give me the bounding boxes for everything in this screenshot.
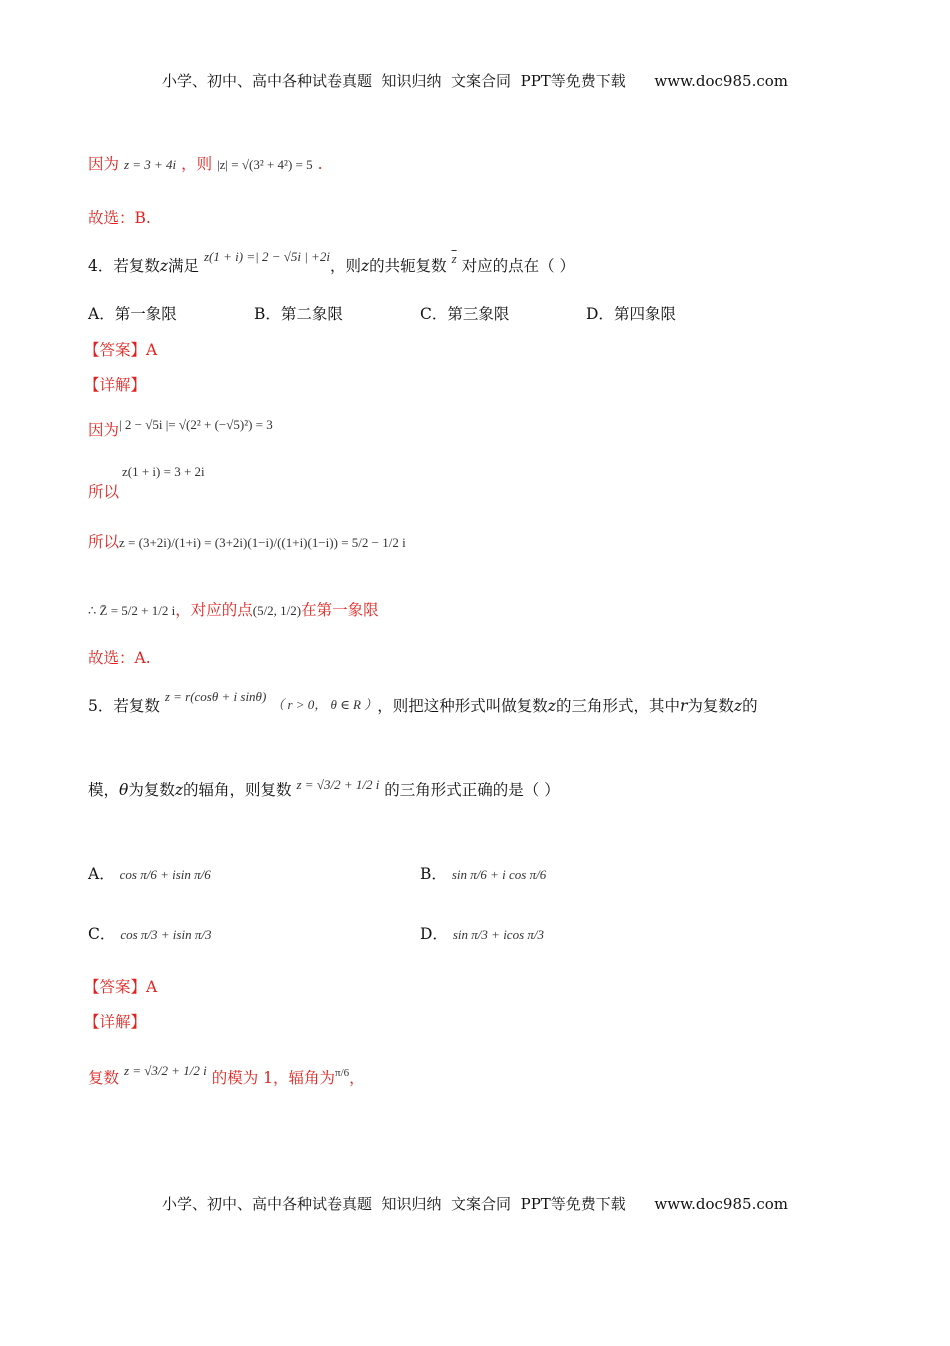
prev-because: 因为 (88, 155, 120, 173)
q5-given-number: z = √3/2 + 1/2 i (296, 777, 380, 792)
q5-sol-angle: π/6 (335, 1067, 350, 1079)
q5-option-a-text: cos π/6 + isin π/6 (119, 867, 211, 882)
q5-text7: 的辐角，则复数 (183, 781, 292, 799)
q5-sol-end: ， (349, 1069, 365, 1087)
q5-z: z (547, 697, 556, 715)
q4-sol4-tail: 在第一象限 (301, 601, 379, 619)
q4-option-c-label: C． (420, 305, 448, 323)
q4-solution-step2-math (122, 462, 205, 480)
q4-option-a-text: 第一象限 (114, 305, 177, 323)
q4-satisfy: 满足 (168, 257, 200, 275)
q4-option-c-text: 第三象限 (447, 305, 510, 323)
q5-option-d[interactable] (420, 922, 544, 944)
q4-sol4-text: ，对应的点 (175, 601, 253, 619)
q5-option-c-text: cos π/3 + isin π/3 (120, 927, 212, 942)
q5-prefix: 5．若复数 (88, 697, 160, 715)
q4-sol1-text: 因为 (88, 421, 120, 439)
q4-sol2-math: z(1 + i) = 3 + 2i (122, 464, 205, 479)
q4-sol3-text: 所以 (88, 533, 120, 551)
q5-text4: 的 (742, 697, 758, 715)
q5-z2: z (733, 697, 743, 715)
q4-mid: ，则 (329, 257, 361, 275)
q4-option-a-label: A． (88, 305, 115, 323)
q5-option-a-label: A． (88, 865, 115, 883)
q5-stem-line1 (88, 689, 758, 717)
q5-option-d-text: sin π/3 + icos π/3 (452, 927, 545, 942)
q4-option-d-text: 第四象限 (613, 305, 676, 323)
q4-option-b-text: 第二象限 (280, 305, 343, 323)
q4-sol1-math: | 2 − √5i |= √(2² + (−√5)²) = 3 (119, 417, 273, 432)
q5-option-b-label: B． (420, 865, 447, 883)
q4-sol4-math: ∴ Z̄ = 5/2 + 1/2 i (88, 603, 176, 618)
q5-sol-text2: 的模为 1，辐角为 (211, 1069, 336, 1087)
q5-text5: 模， (88, 781, 120, 799)
q5-option-a[interactable] (88, 862, 211, 884)
prev-then: ，则 (181, 155, 213, 173)
q5-text8: 的三角形式正确的是（ ） (384, 781, 560, 799)
q4-z2: z (360, 257, 370, 275)
q5-text1: ，则把这种形式叫做复数 (377, 697, 548, 715)
q4-solution-step2-text: 所以 (88, 483, 120, 501)
q4-option-d-label: D． (586, 305, 614, 323)
prev-z-equation: z = 3 + 4i (123, 157, 177, 172)
q4-choose: 故选：A. (88, 649, 151, 667)
q4-solution-step4 (88, 598, 379, 620)
q4-stem (88, 249, 576, 276)
prev-modulus-equation: |z| = √(3² + 4²) = 5 (217, 157, 313, 172)
q4-sol3-math: z = (3+2i)/(1+i) = (3+2i)(1−i)/((1+i)(1−i)) = 5/2 − 1/2 i (119, 535, 406, 550)
page-header: 小学、初中、高中各种试卷真题 知识归纳 文案合同 PPT等免费下载 www.doc985.com (161, 72, 788, 90)
q5-option-d-label: D． (420, 925, 448, 943)
q4-zbar: $\overline{z}$ (451, 251, 457, 266)
q4-prefix: 4．若复数 (88, 257, 160, 275)
q5-text3: 为复数 (687, 697, 734, 715)
q4-detail-heading: 【详解】 (84, 376, 147, 394)
q5-stem-line2 (88, 778, 560, 800)
q5-sol-math: z = √3/2 + 1/2 i (123, 1063, 207, 1078)
q4-answer: 【答案】A (84, 341, 158, 359)
prev-choose: 故选：B. (88, 209, 151, 227)
q4-option-d[interactable] (586, 302, 676, 324)
q5-option-b[interactable] (420, 862, 546, 884)
prev-solution-line (88, 152, 323, 174)
q5-option-c-label: C． (88, 925, 116, 943)
q5-sol-text1: 复数 (88, 1069, 120, 1087)
prev-end: . (317, 155, 323, 173)
q4-option-c[interactable] (420, 302, 509, 324)
q4-z: z (159, 257, 169, 275)
page-footer: 小学、初中、高中各种试卷真题 知识归纳 文案合同 PPT等免费下载 www.doc985.com (161, 1195, 788, 1213)
q5-detail-heading: 【详解】 (84, 1013, 147, 1031)
q4-option-b[interactable] (254, 302, 343, 324)
q5-text6: 为复数 (128, 781, 175, 799)
q5-option-c[interactable] (88, 922, 211, 944)
q5-r: r (679, 697, 688, 715)
q4-equation: z(1 + i) =| 2 − √5i | +2i (204, 249, 330, 264)
q4-conjugate-text: 的共轭复数 (369, 257, 447, 275)
q4-tail: 对应的点在（ ） (461, 257, 576, 275)
q5-theta: θ (119, 781, 129, 799)
q5-answer: 【答案】A (84, 978, 158, 996)
q5-trig-form: z = r(cosθ + i sinθ) (164, 689, 267, 704)
q4-option-a[interactable] (88, 302, 177, 324)
q5-option-b-text: sin π/6 + i cos π/6 (451, 867, 547, 882)
q5-text2: 的三角形式，其中 (555, 697, 680, 715)
q4-solution-step3 (88, 530, 406, 552)
q5-z3: z (174, 781, 184, 799)
q4-solution-step1 (88, 418, 273, 440)
q5-condition: （ r > 0， θ ∈ R ） (271, 696, 378, 712)
q5-solution (88, 1063, 365, 1088)
q4-option-b-label: B． (254, 305, 281, 323)
q4-sol4-point: (5/2, 1/2) (252, 603, 302, 618)
